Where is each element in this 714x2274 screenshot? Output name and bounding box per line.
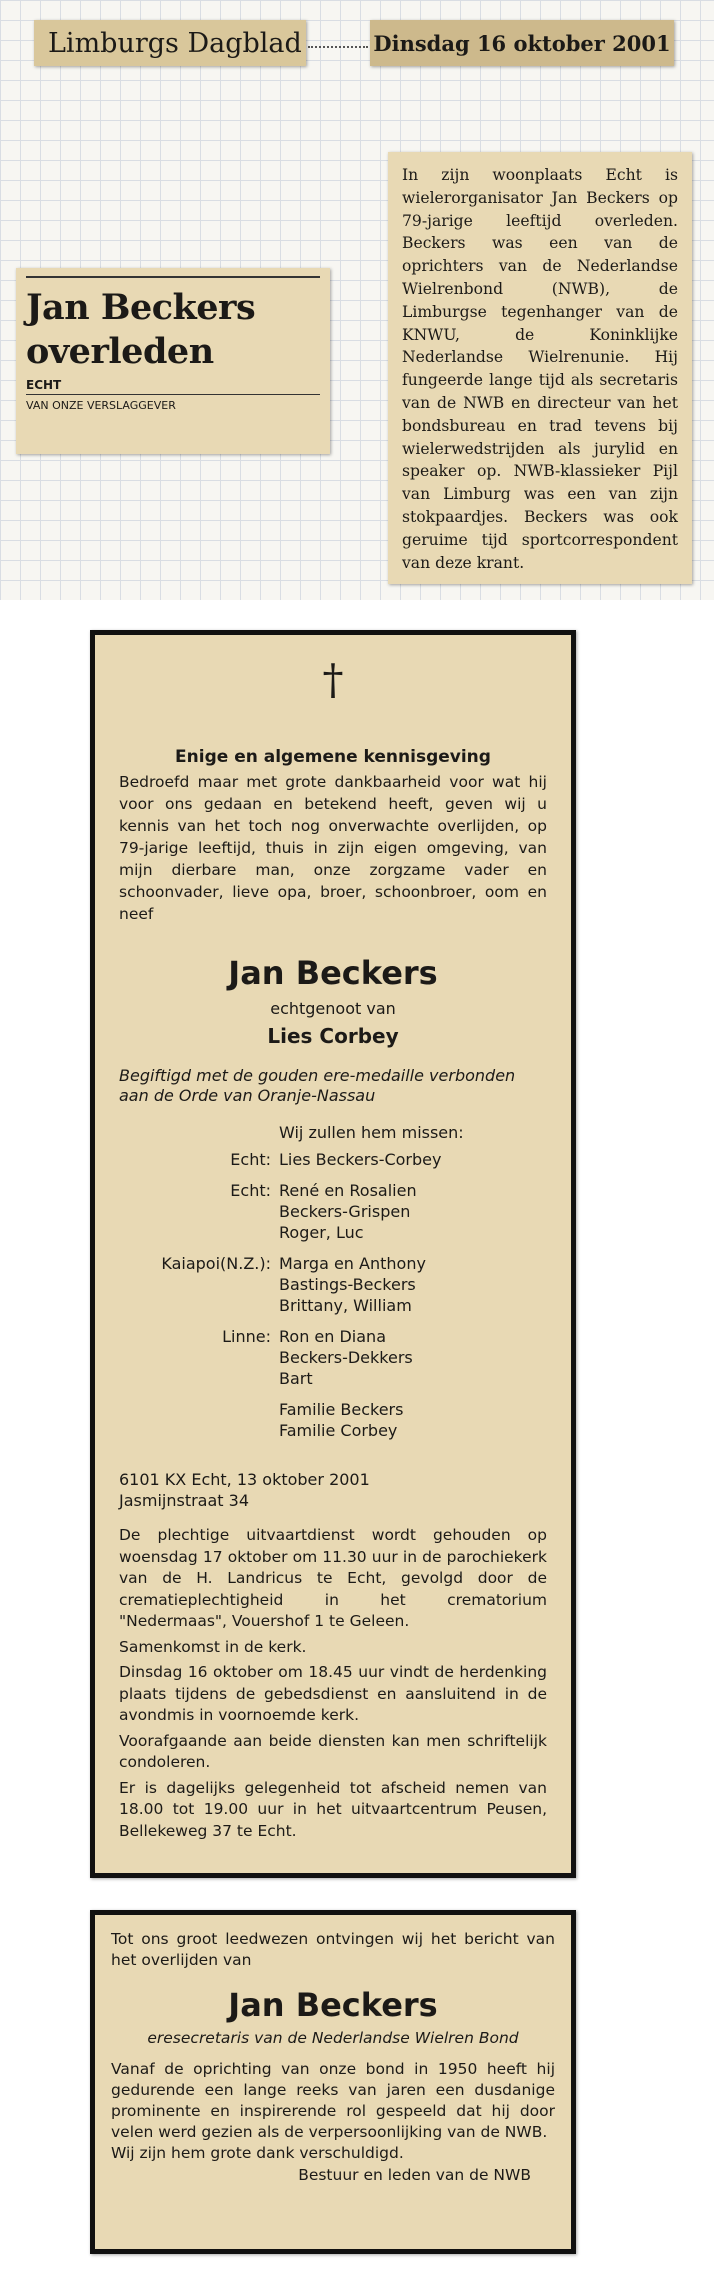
cross-icon: † (322, 655, 344, 704)
death-notice-family (90, 630, 576, 1878)
dotted-connector (308, 46, 368, 48)
family-name-line: Roger, Luc (279, 1223, 364, 1242)
family-list (119, 1122, 547, 1441)
family-names (279, 1326, 547, 1389)
family-location: Kaiapoi(N.Z.): (161, 1254, 271, 1273)
scrapbook-page (0, 0, 714, 600)
service-paragraph: Voorafgaande aan beide diensten kan men schriftelijk condoleren. (119, 1731, 547, 1771)
article-title: Jan Beckers overleden (26, 287, 256, 372)
family-location: Echt: (230, 1150, 271, 1169)
article-byline: VAN ONZE VERSLAGGEVER (26, 399, 176, 412)
newspaper-name-clipping (34, 20, 306, 66)
family-name-line: Ron en Diana (279, 1327, 386, 1346)
nwb-body: Vanaf de oprichting van onze bond in 1950 heeft hij gedurende een lange reeks van jaren een dusdanige prominente en inspirerende rol gespeeld dat hij door velen werd gezien als de verpersoonlijking van de NWB. (111, 2060, 555, 2141)
nwb-intro: Tot ons groot leedwezen ontvingen wij het bericht van het overlijden van (111, 1930, 555, 1969)
family-name-line: Lies Beckers-Corbey (279, 1150, 442, 1169)
notice-intro: Bedroefd maar met grote dankbaarheid voor wat hij voor ons gedaan en betekend heeft, geven wij u kennis van het toch nog onverwachte overlijden, op 79-jarige leeftijd, thuis in zijn eigen omgeving, van mijn dierbare man, onze zorgzame vader en schoonvader, lieve opa, broer, schoonbroer, oom en neef (119, 773, 547, 923)
article-body: In zijn woonplaats Echt is wielerorganisator Jan Beckers op 79-jarige leeftijd overleden. Beckers was een van de oprichters van de Nederlandse Wielrenbond (NWB), de Limburgse tegenhanger van de KNWU, de Koninklijke Nederlandse Wielrenunie. Hij fungeerde lange tijd als secretaris van de NWB en directeur van het bondsbureau en trad tevens bij wielerwedstrijden als jurylid en speaker op. NWB-klassieker Pijl van Limburg was een van zijn stokpaardjes. Beckers was ook geruime tijd sportcorrespondent van deze krant. (402, 166, 678, 572)
nwb-signature: Bestuur en leden van de NWB (298, 2166, 531, 2184)
nwb-thanks: Wij zijn hem grote dank verschuldigd. (111, 2144, 404, 2162)
family-names (279, 1399, 547, 1441)
family-name-line: Beckers-Grispen (279, 1202, 411, 1221)
deceased-name: Jan Beckers (228, 1986, 438, 2024)
article-body-clipping (388, 152, 692, 584)
family-names (279, 1180, 547, 1243)
spouse-label: echtgenoot van (270, 999, 396, 1018)
family-location: Echt: (230, 1181, 271, 1200)
title-rule (26, 276, 320, 278)
family-location (119, 1399, 271, 1441)
family-names (279, 1253, 547, 1316)
family-name-line: René en Rosalien (279, 1181, 417, 1200)
address-line: 6101 KX Echt, 13 oktober 2001 (119, 1470, 370, 1489)
spouse-name: Lies Corbey (267, 1024, 399, 1048)
family-name-line: Bastings-Beckers (279, 1275, 416, 1294)
honor-note: Begiftigd met de gouden ere-medaille verbonden aan de Orde van Oranje-Nassau (119, 1066, 516, 1105)
family-name-line: Familie Corbey (279, 1421, 398, 1440)
publication-date: Dinsdag 16 oktober 2001 (373, 30, 671, 56)
notice-heading: Enige en algemene kennisgeving (175, 747, 491, 767)
death-notice-nwb (90, 1910, 576, 2254)
family-name-line: Bart (279, 1369, 313, 1388)
service-paragraph: De plechtige uitvaartdienst wordt gehouden op woensdag 17 oktober om 11.30 uur in de parochiekerk van de H. Landricus te Echt, gevolgd door de crematieplechtigheid in het crematorium "Nedermaas", Vouershof 1 te Geleen. (119, 1526, 547, 1630)
mourning-address (119, 1469, 547, 1511)
family-names (279, 1149, 547, 1170)
deceased-name: Jan Beckers (228, 954, 438, 992)
service-paragraph: Er is dagelijks gelegenheid tot afscheid nemen van 18.00 tot 19.00 uur in het uitvaartcentrum Peusen, Bellekeweg 37 te Echt. (119, 1778, 547, 1840)
article-title-clipping (16, 268, 330, 454)
family-name-line: Marga en Anthony (279, 1254, 426, 1273)
article-place: ECHT (26, 378, 320, 395)
family-name-line: Beckers-Dekkers (279, 1348, 413, 1367)
family-location: Linne: (222, 1327, 271, 1346)
service-paragraph: Dinsdag 16 oktober om 18.45 uur vindt de herdenking plaats tijdens de gebedsdienst en aansluitend in de avondmis in voornoemde kerk. (119, 1663, 547, 1724)
address-line: Jasmijnstraat 34 (119, 1491, 249, 1510)
family-name-line: Familie Beckers (279, 1400, 404, 1419)
family-name-line: Brittany, William (279, 1296, 412, 1315)
service-paragraph: Samenkomst in de kerk. (119, 1637, 307, 1656)
miss-line: Wij zullen hem missen: (279, 1123, 464, 1142)
newspaper-name: Limburgs Dagblad (48, 27, 302, 59)
deceased-title: eresecretaris van de Nederlandse Wielren Bond (147, 2029, 519, 2047)
date-clipping (370, 20, 674, 66)
